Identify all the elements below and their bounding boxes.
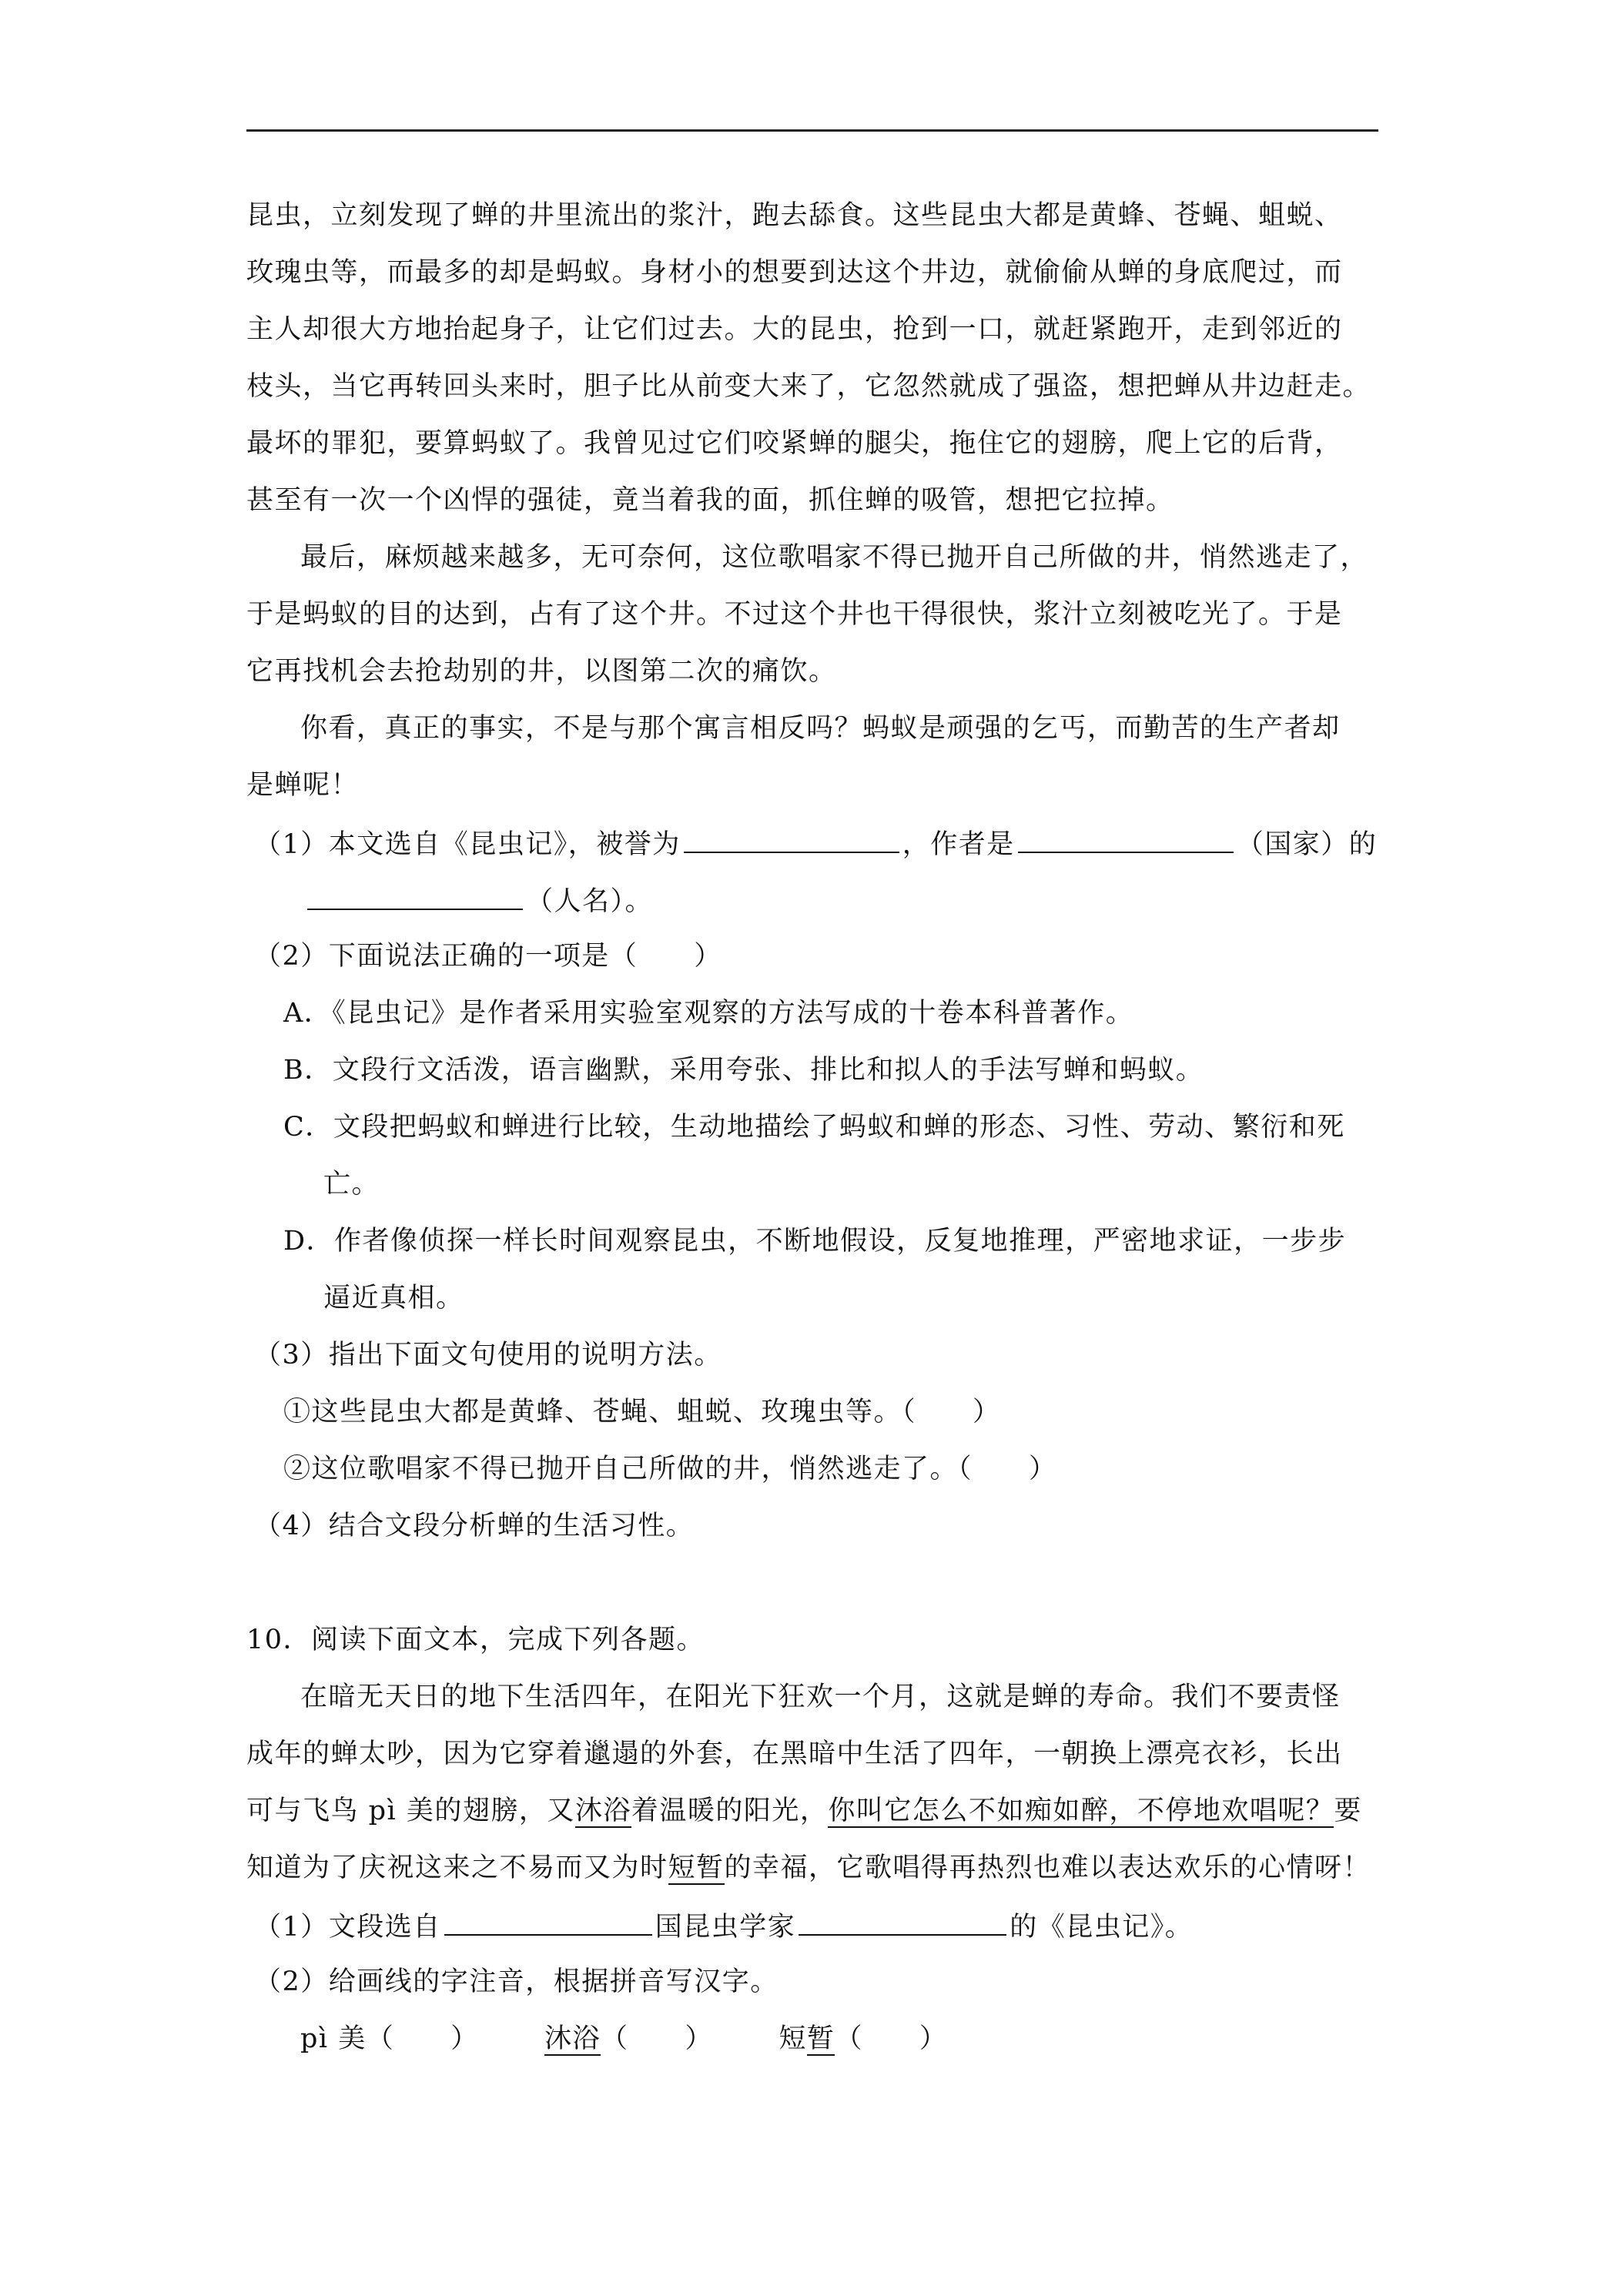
text-line: 甚至有一次一个凶悍的强徒，竟当着我的面，抓住蝉的吸管，想把它拉掉。: [246, 485, 1174, 516]
section-10-question-2: （2）给画线的字注音，根据拼音写汉字。: [254, 1966, 779, 1997]
question-3-item-2: ②这位歌唱家不得已抛开自己所做的井，悄然逃走了。（ ）: [283, 1454, 1057, 1484]
text-segment: 的《昆虫记》。: [1010, 1912, 1194, 1943]
answer-blank[interactable]: [1018, 824, 1234, 853]
pinyin-item-3-char: 短: [779, 2023, 807, 2054]
question-1: [254, 824, 1377, 863]
option-c[interactable]: C．文段把蚂蚁和蝉进行比较，生动地描绘了蚂蚁和蝉的形态、习性、劳动、繁衍和死: [283, 1112, 1345, 1143]
text-line: [246, 1792, 1362, 1829]
text-line: [246, 1849, 1371, 1886]
header-rule: [246, 129, 1378, 132]
question-1-cont: [304, 881, 653, 920]
underlined-word: 沐浴: [574, 1796, 631, 1826]
pinyin-item-1: pì 美（ ）: [300, 2023, 479, 2054]
text-segment: 着温暖的阳光，: [631, 1796, 829, 1826]
text-line: 玫瑰虫等，而最多的却是蚂蚁。身材小的想要到达这个井边，就偷偷从蝉的身底爬过，而: [246, 257, 1343, 288]
text-line: 枝头，当它再转回头来时，胆子比从前变大来了，它忽然就成了强盗，想把蝉从井边赶走。: [246, 371, 1371, 402]
text-segment: 国昆虫学家: [655, 1912, 796, 1943]
text-line: 最坏的罪犯，要算蚂蚁了。我曾见过它们咬紧蝉的腿尖，拖住它的翅膀，爬上它的后背，: [246, 428, 1343, 459]
option-a[interactable]: A．《昆虫记》是作者采用实验室观察的方法写成的十卷本科普著作。: [283, 998, 1134, 1029]
text-line: 在暗无天日的地下生活四年，在阳光下狂欢一个月，这就是蝉的寿命。我们不要责怪: [300, 1682, 1341, 1712]
text-line: 它再找机会去抢劫别的井，以图第二次的痛饮。: [246, 656, 837, 687]
q1-part-b: ，作者是: [902, 829, 1015, 860]
text-line: 是蝉呢！: [246, 770, 360, 801]
text-line: 最后，麻烦越来越多，无可奈何，这位歌唱家不得已抛开自己所做的井，悄然逃走了，: [300, 542, 1369, 573]
question-3-stem: （3）指出下面文句使用的说明方法。: [254, 1340, 722, 1371]
question-2-stem: （2）下面说法正确的一项是（ ）: [254, 941, 722, 972]
question-4: （4）结合文段分析蝉的生活习性。: [254, 1511, 695, 1541]
pinyin-items: [300, 2020, 947, 2057]
text-line: 成年的蝉太吵，因为它穿着邋遢的外套，在黑暗中生活了四年，一朝换上漂亮衣衫，长出: [246, 1739, 1343, 1769]
pinyin-item-3-blank[interactable]: （ ）: [835, 2023, 948, 2054]
pinyin-item-3-underlined: 暂: [806, 2023, 835, 2054]
q1-part-a: （1）本文选自《昆虫记》，被誉为: [254, 829, 681, 860]
text-line: 于是蚂蚁的目的达到，占有了这个井。不过这个井也干得很快，浆汁立刻被吃光了。于是: [246, 599, 1343, 630]
pinyin-item-2-blank[interactable]: （ ）: [601, 2023, 714, 2054]
option-c-cont: 亡。: [323, 1169, 380, 1200]
answer-blank[interactable]: [444, 1906, 652, 1936]
section-10-title: 10．阅读下面文本，完成下列各题。: [246, 1625, 705, 1655]
section-10-question-1: [254, 1906, 1193, 1946]
text-line: 你看，真正的事实，不是与那个寓言相反吗？蚂蚁是顽强的乞丐，而勤苦的生产者却: [300, 713, 1341, 744]
option-d[interactable]: D．作者像侦探一样长时间观察昆虫，不断地假设，反复地推理，严密地求证，一步步: [283, 1226, 1347, 1257]
text-segment: 可与飞鸟 pì 美的翅膀，又: [246, 1796, 575, 1826]
question-3-item-1: ①这些昆虫大都是黄蜂、苍蝇、蛆蜕、玫瑰虫等。（ ）: [283, 1397, 1001, 1427]
answer-blank[interactable]: [799, 1906, 1006, 1936]
q1-part-d: （人名）。: [526, 886, 654, 917]
underlined-sentence: 你叫它怎么不如痴如醉，不停地欢唱呢？: [828, 1796, 1334, 1826]
answer-blank[interactable]: [307, 881, 523, 910]
q1-part-c: （国家）的: [1236, 829, 1378, 860]
text-segment: 知道为了庆祝这来之不易而又为时: [246, 1853, 668, 1883]
text-segment: 的幸福，它歌唱得再热烈也难以表达欢乐的心情呀！: [724, 1853, 1371, 1883]
option-d-cont: 逼近真相。: [323, 1283, 464, 1314]
pinyin-item-2-word: 沐浴: [544, 2023, 601, 2054]
answer-blank[interactable]: [684, 824, 899, 853]
underlined-word: 短暂: [668, 1853, 725, 1883]
text-segment: 要: [1334, 1796, 1362, 1826]
text-line: 主人却很大方地抬起身子，让它们过去。大的昆虫，抢到一口，就赶紧跑开，走到邻近的: [246, 314, 1343, 345]
text-line: 昆虫，立刻发现了蝉的井里流出的浆汁，跑去舔食。这些昆虫大都是黄蜂、苍蝇、蛆蜕、: [246, 200, 1343, 231]
option-b[interactable]: B．文段行文活泼，语言幽默，采用夸张、排比和拟人的手法写蝉和蚂蚁。: [283, 1055, 1204, 1086]
text-segment: （1）文段选自: [254, 1912, 441, 1943]
